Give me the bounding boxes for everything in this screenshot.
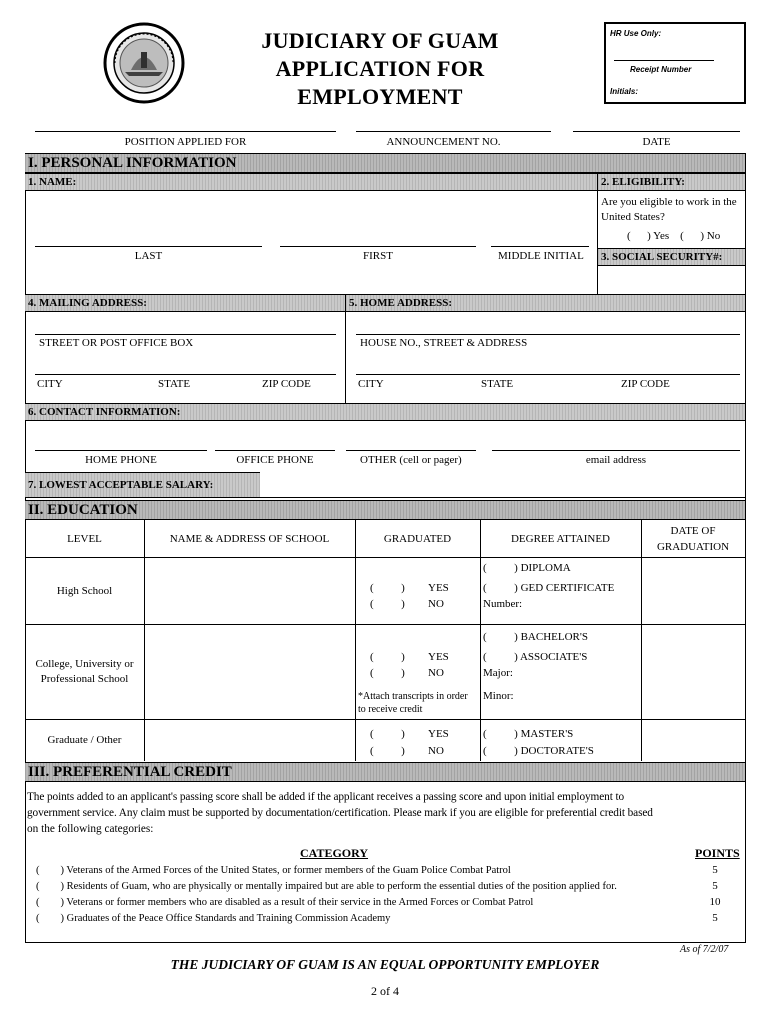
contact-info-label: 6. CONTACT INFORMATION: bbox=[28, 406, 181, 418]
form-title-line1: JUDICIARY OF GUAM bbox=[261, 28, 499, 53]
home-zip-label: ZIP CODE bbox=[621, 378, 670, 390]
pref-item-disabled-veterans[interactable]: ( ) Veterans or former members who are disabled as a result of their service in the Armed Forces or Combat Patrol bbox=[36, 897, 534, 908]
col-graduated: GRADUATED bbox=[383, 533, 452, 545]
category-header: CATEGORY bbox=[300, 846, 369, 860]
last-name-line[interactable] bbox=[35, 246, 262, 247]
office-phone-line[interactable] bbox=[215, 450, 335, 451]
minor-label: Minor: bbox=[483, 690, 514, 702]
home-header bbox=[346, 294, 745, 312]
level-college: College, University or bbox=[35, 658, 134, 670]
eoe-statement: THE JUDICIARY OF GUAM IS AN EQUAL OPPORTUNITY EMPLOYER bbox=[170, 957, 600, 972]
pref-item-post-graduates[interactable]: ( ) Graduates of the Peace Office Standards and Training Commission Academy bbox=[36, 913, 391, 924]
initials-label: Initials: bbox=[610, 87, 639, 96]
mailing-street-line[interactable] bbox=[35, 334, 336, 335]
section-personal-header bbox=[25, 153, 745, 173]
hs-no-label: NO bbox=[428, 598, 444, 610]
pref-item-veterans[interactable]: ( ) Veterans of the Armed Forces of the United States, or former members of the Guam Police Combat Patrol bbox=[36, 865, 511, 876]
first-label: FIRST bbox=[363, 250, 393, 262]
mailing-city-label: CITY bbox=[37, 378, 63, 390]
mailing-header bbox=[25, 294, 345, 312]
section-preferential-header bbox=[25, 762, 745, 782]
date-label: DATE bbox=[642, 136, 671, 148]
divider bbox=[25, 624, 745, 625]
mailing-state-label: STATE bbox=[158, 378, 191, 390]
level-graduate: Graduate / Other bbox=[47, 734, 122, 746]
receipt-number-label: Receipt Number bbox=[630, 65, 692, 74]
section-education-header bbox=[25, 500, 745, 520]
middle-initial-label: MIDDLE INITIAL bbox=[498, 250, 584, 262]
divider bbox=[144, 519, 145, 761]
divider bbox=[25, 557, 745, 558]
mailing-zip-label: ZIP CODE bbox=[262, 378, 311, 390]
grad-yes-label: YES bbox=[428, 728, 449, 740]
hs-number-label: Number: bbox=[483, 598, 523, 610]
college-no-label: NO bbox=[428, 667, 444, 679]
date-line[interactable] bbox=[573, 131, 740, 132]
contact-header bbox=[25, 403, 745, 421]
other-phone-line[interactable] bbox=[346, 450, 476, 451]
section-education-title: II. EDUCATION bbox=[28, 502, 138, 518]
level-professional: Professional School bbox=[40, 673, 129, 685]
pref-points: 5 bbox=[712, 880, 718, 892]
col-school: NAME & ADDRESS OF SCHOOL bbox=[169, 533, 330, 545]
announcement-line[interactable] bbox=[356, 131, 551, 132]
hs-no-box[interactable]: ( ) bbox=[370, 598, 405, 610]
first-name-line[interactable] bbox=[280, 246, 476, 247]
email-label: email address bbox=[585, 454, 647, 466]
hs-yes-label: YES bbox=[428, 582, 449, 594]
college-no-box[interactable]: ( ) bbox=[370, 667, 405, 679]
revision-date: As of 7/2/07 bbox=[680, 944, 729, 955]
transcript-note-1: *Attach transcripts in order bbox=[358, 691, 468, 702]
position-line[interactable] bbox=[35, 131, 336, 132]
page-number: 2 of 4 bbox=[371, 984, 399, 998]
hs-diploma-option[interactable]: ( ) DIPLOMA bbox=[483, 562, 571, 574]
mailing-city-line[interactable] bbox=[35, 374, 336, 375]
associates-option[interactable]: ( ) ASSOCIATE'S bbox=[483, 651, 588, 663]
eligibility-label: 2. ELIGIBILITY: bbox=[601, 176, 685, 188]
eligibility-header bbox=[598, 173, 745, 191]
pref-points: 10 bbox=[709, 896, 721, 908]
home-phone-line[interactable] bbox=[35, 450, 207, 451]
ssn-label: 3. SOCIAL SECURITY#: bbox=[601, 251, 723, 263]
home-city-label: CITY bbox=[358, 378, 384, 390]
middle-initial-line[interactable] bbox=[491, 246, 589, 247]
home-street-label: HOUSE NO., STREET & ADDRESS bbox=[360, 337, 528, 349]
mailing-address-label: 4. MAILING ADDRESS: bbox=[28, 297, 147, 309]
eligibility-question-2: United States? bbox=[601, 211, 665, 223]
hr-use-box bbox=[604, 22, 746, 104]
name-label: 1. NAME: bbox=[28, 176, 77, 188]
mailing-street-label: STREET OR POST OFFICE BOX bbox=[39, 337, 194, 349]
receipt-line[interactable] bbox=[614, 60, 714, 61]
home-city-line[interactable] bbox=[356, 374, 740, 375]
eligibility-yes-no[interactable]: ( ) Yes ( ) No bbox=[627, 230, 721, 242]
college-yes-box[interactable]: ( ) bbox=[370, 651, 405, 663]
pref-paragraph-3: on the following categories: bbox=[27, 823, 154, 835]
hs-ged-option[interactable]: ( ) GED CERTIFICATE bbox=[483, 582, 615, 594]
pref-paragraph-2: government service. Any claim must be supported by documentation/certification. Please mark if you are eligible for preferential credit based bbox=[27, 807, 653, 819]
hr-use-label: HR Use Only: bbox=[610, 29, 662, 38]
home-phone-label: HOME PHONE bbox=[85, 454, 157, 466]
other-phone-label: OTHER (cell or pager) bbox=[360, 454, 462, 466]
hs-yes-box[interactable]: ( ) bbox=[370, 582, 405, 594]
masters-option[interactable]: ( ) MASTER'S bbox=[483, 728, 574, 740]
name-header bbox=[25, 173, 597, 191]
divider bbox=[355, 519, 356, 761]
pref-points: 5 bbox=[712, 864, 718, 876]
points-header: POINTS bbox=[695, 846, 740, 860]
divider bbox=[480, 519, 481, 761]
level-high-school: High School bbox=[56, 585, 113, 597]
col-graduation: GRADUATION bbox=[656, 541, 730, 553]
college-yes-label: YES bbox=[428, 651, 449, 663]
doctorates-option[interactable]: ( ) DOCTORATE'S bbox=[483, 745, 594, 757]
guam-seal bbox=[103, 22, 185, 104]
grad-yes-box[interactable]: ( ) bbox=[370, 728, 405, 740]
col-degree: DEGREE ATTAINED bbox=[510, 533, 611, 545]
home-address-label: 5. HOME ADDRESS: bbox=[349, 297, 452, 309]
last-label: LAST bbox=[134, 250, 163, 262]
salary-header bbox=[25, 472, 260, 498]
eligibility-question-1: Are you eligible to work in the bbox=[601, 196, 737, 208]
divider bbox=[597, 173, 598, 295]
pref-item-residents[interactable]: ( ) Residents of Guam, who are physically or mentally impaired but are able to perform the essential duties of the position applied for. bbox=[36, 881, 617, 892]
home-street-line[interactable] bbox=[356, 334, 740, 335]
bachelors-option[interactable]: ( ) BACHELOR'S bbox=[483, 631, 588, 643]
salary-label: 7. LOWEST ACCEPTABLE SALARY: bbox=[28, 479, 214, 491]
pref-paragraph-1: The points added to an applicant's passing score shall be added if the applicant receives a passing score and upon initial employment to bbox=[27, 791, 625, 803]
announcement-label: ANNOUNCEMENT NO. bbox=[386, 136, 501, 148]
section-personal-title: I. PERSONAL INFORMATION bbox=[28, 155, 237, 171]
grad-no-label: NO bbox=[428, 745, 444, 757]
col-level: LEVEL bbox=[67, 533, 102, 545]
divider bbox=[25, 497, 745, 498]
col-date-of: DATE OF bbox=[670, 525, 716, 537]
ssn-header bbox=[598, 248, 745, 266]
divider bbox=[345, 294, 346, 403]
office-phone-label: OFFICE PHONE bbox=[236, 454, 314, 466]
email-line[interactable] bbox=[492, 450, 740, 451]
divider bbox=[641, 519, 642, 761]
home-state-label: STATE bbox=[481, 378, 514, 390]
major-label: Major: bbox=[483, 667, 513, 679]
transcript-note-2: to receive credit bbox=[358, 704, 423, 715]
divider bbox=[25, 719, 745, 720]
position-applied-label: POSITION APPLIED FOR bbox=[124, 136, 247, 148]
section-preferential-title: III. PREFERENTIAL CREDIT bbox=[28, 764, 232, 780]
pref-points: 5 bbox=[712, 912, 718, 924]
form-title-line2: APPLICATION FOR EMPLOYMENT bbox=[275, 56, 485, 109]
grad-no-box[interactable]: ( ) bbox=[370, 745, 405, 757]
